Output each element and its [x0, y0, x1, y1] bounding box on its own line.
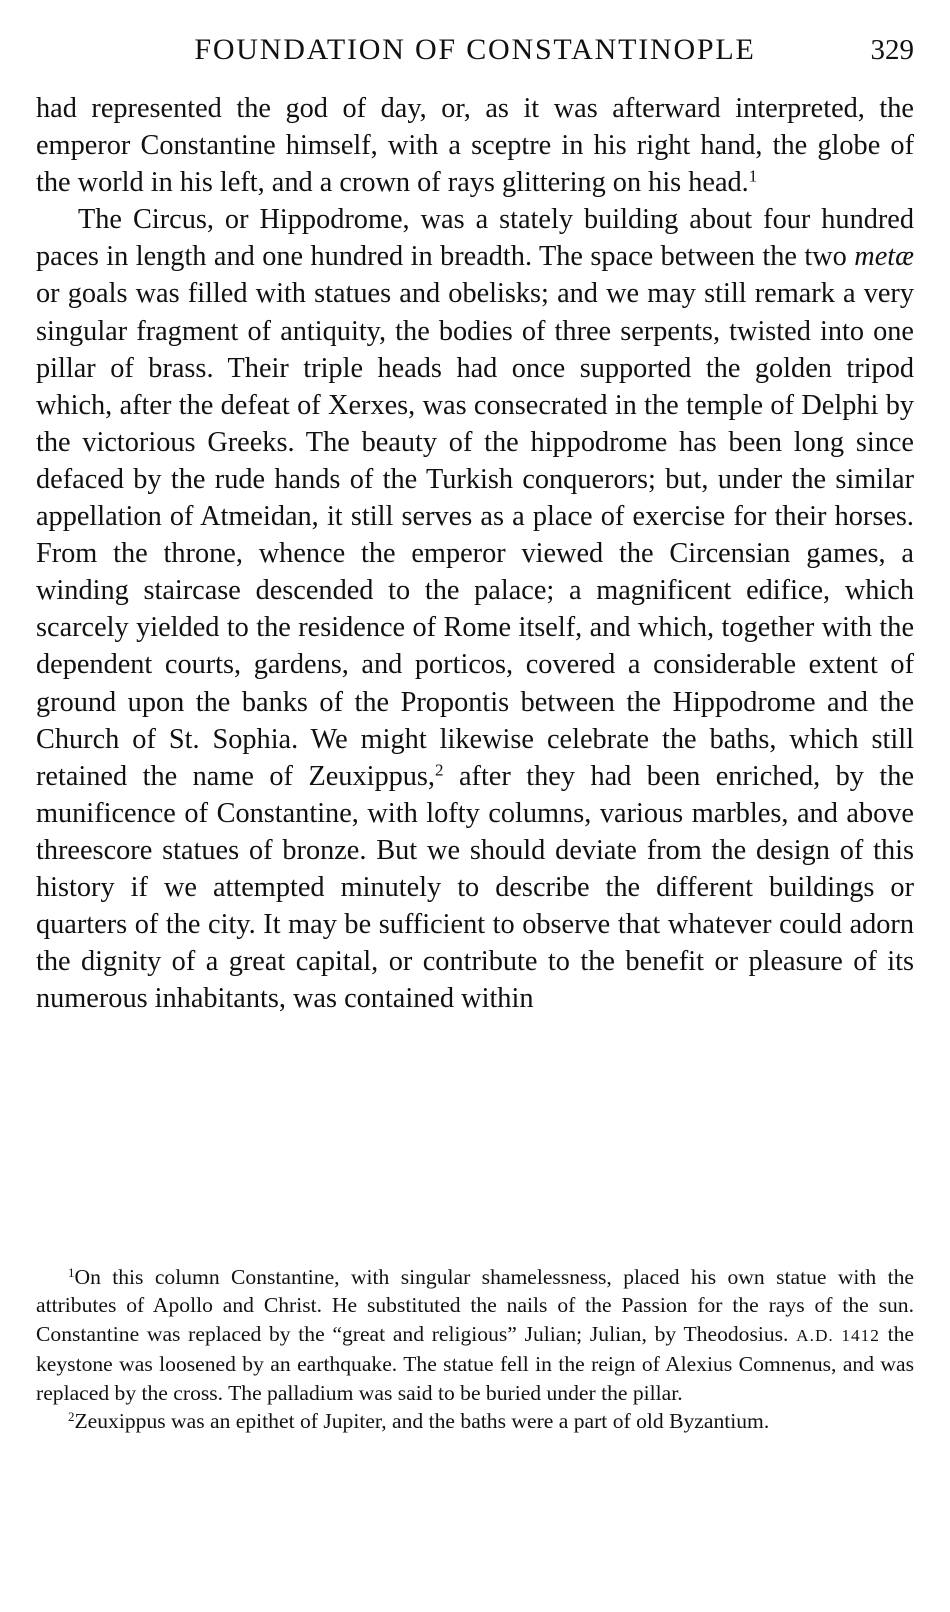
- running-header: [36, 26, 914, 74]
- footnote-1-text-b: the keystone was loosened by an earthquake. The statue fell in the reign of Alexius Comnenus, and was replaced by the cross. The palladium was said to be buried under the pillar.: [36, 1321, 914, 1405]
- page-number: 329: [870, 34, 914, 66]
- footnote-1-text-a: On this column Constantine, with singular shamelessness, placed his own statue with the attributes of Apollo and Christ. He substituted the nails of the Passion for the rays of the sun. Constantine was replaced by the “great and religious” Julian; Julian, by Theodosius.: [36, 1265, 914, 1346]
- footnote-ref-2: 2: [435, 760, 444, 780]
- body-text: [36, 90, 914, 1017]
- italic-term-metae: metæ: [854, 241, 914, 273]
- paragraph-2-text-c: after they had been enriched, by the munificence of Constantine, with lofty columns, various marbles, and above threescore statues of bronze. But we should deviate from the design of this history if we attempted minutely to describe the different buildings or quarters of the city. It may be sufficient to observe that whatever could adorn the dignity of a great capital, or contribute to the benefit or pleasure of its numerous inhabitants, was contained within: [36, 760, 915, 1015]
- running-title: FOUNDATION OF CONSTANTINOPLE: [194, 33, 756, 66]
- footnote-1: [36, 1263, 914, 1407]
- footnote-ref-1: 1: [748, 166, 758, 186]
- paragraph-1-text: had represented the god of day, or, as it was afterward interpreted, the emperor Constantine himself, with a sceptre in his right hand, the globe of the world in his left, and a crown of rays glittering on his head.: [36, 93, 914, 199]
- footnotes: [36, 1263, 914, 1435]
- footnote-2-marker: 2: [68, 1408, 75, 1424]
- footnote-1-date: A.D. 1412: [796, 1325, 880, 1345]
- paragraph-2: [36, 201, 914, 1017]
- paragraph-2-text-b: or goals was filled with statues and obelisks; and we may still remark a very singular fragment of antiquity, the bodies of three serpents, twisted into one pillar of brass. Their triple heads had once supported the golden tripod which, after the defeat of Xerxes, was consecrated in the temple of Delphi by the victorious Greeks. The beauty of the hippodrome has been long since defaced by the rude hands of the Turkish conquerors; but, under the similar appellation of Atmeidan, it still serves as a place of exercise for their horses. From the throne, whence the emperor viewed the Circensian games, a winding staircase descended to the palace; a magnificent edifice, which scarcely yielded to the residence of Rome itself, and which, together with the dependent courts, gardens, and porticos, covered a considerable extent of ground upon the banks of the Propontis between the Hippodrome and the Church of St. Sophia. We might likewise celebrate the baths, which still retained the name of Zeuxippus,: [36, 278, 914, 792]
- footnote-1-marker: 1: [68, 1264, 75, 1280]
- paragraph-2-text-a: The Circus, or Hippodrome, was a stately building about four hundred paces in length and one hundred in breadth. The space between the two: [36, 204, 914, 273]
- footnote-2-text: Zeuxippus was an epithet of Jupiter, and the baths were a part of old Byzantium.: [74, 1409, 770, 1434]
- footnote-2: [36, 1407, 914, 1435]
- paragraph-1: [36, 90, 914, 201]
